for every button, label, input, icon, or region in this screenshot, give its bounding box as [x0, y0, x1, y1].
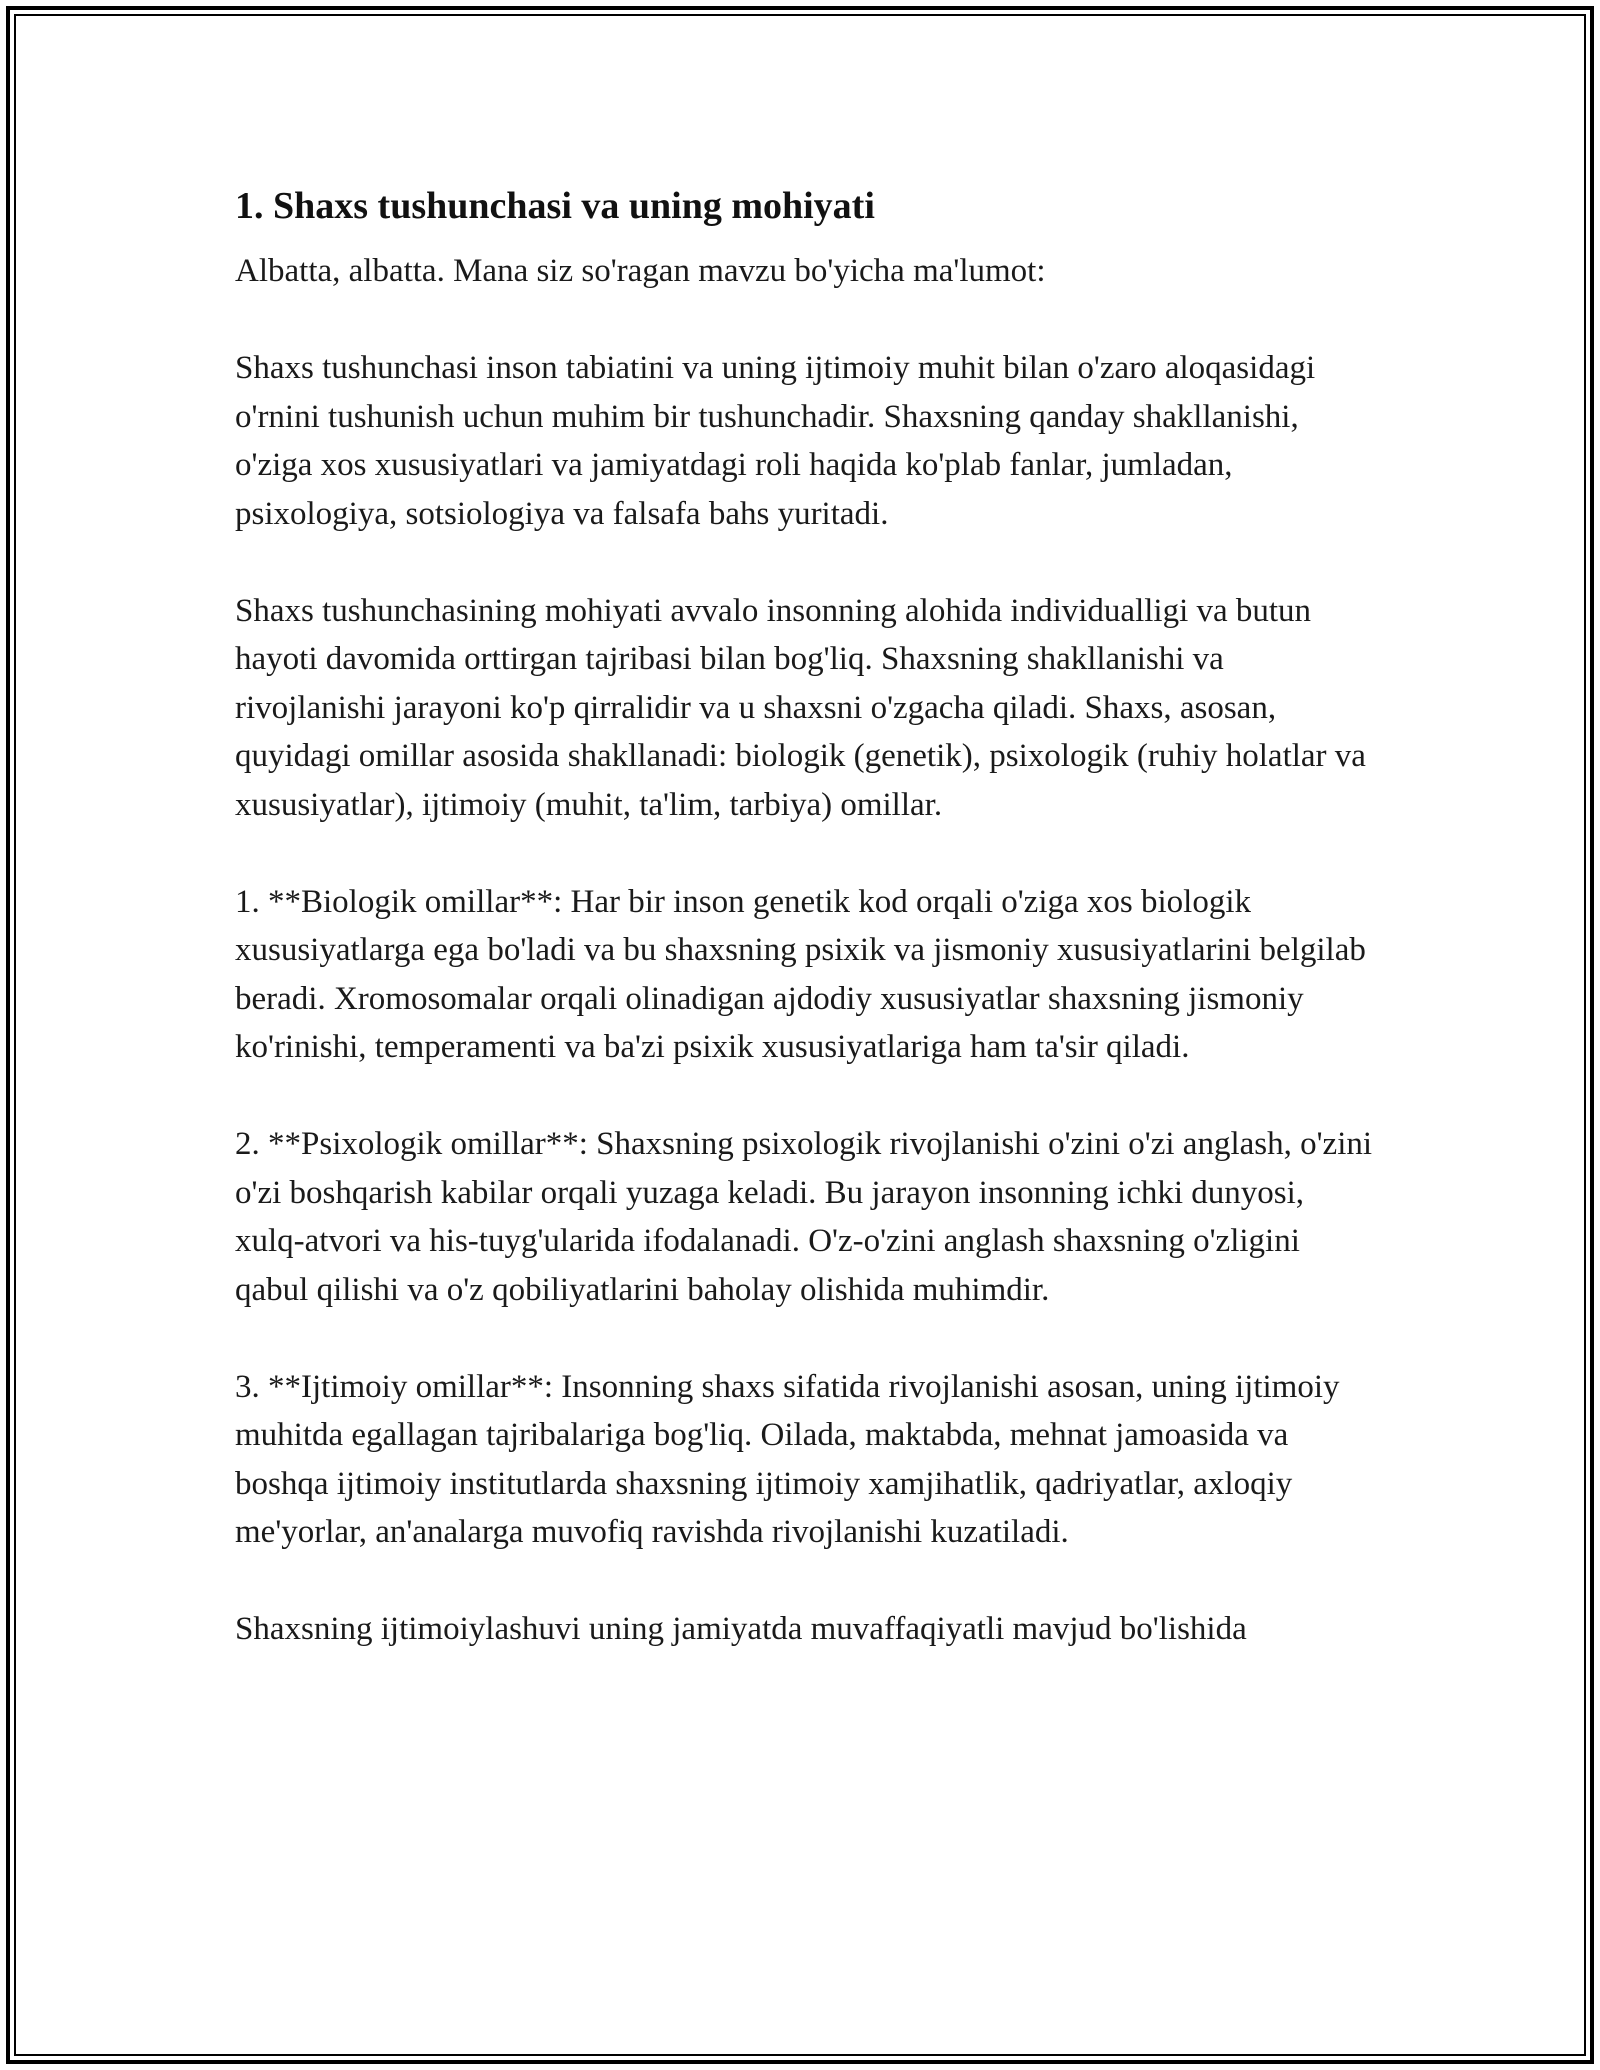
paragraph-intro: Albatta, albatta. Mana siz so'ragan mavzu bo'yicha ma'lumot: — [235, 253, 1046, 289]
document-body — [235, 183, 1375, 1702]
paragraph-psychological-factors: 2. **Psixologik omillar**: Shaxsning psixologik rivojlanishi o'zini o'zi anglash, o'zini o'zi boshqarish kabilar orqali yuzaga keladi. Bu jarayon insonning ichki dunyosi, xulq-atvori va his-tuyg'ularida ifodalanadi. O'z-o'zini anglash shaxsning o'zligini qabul qilishi va o'z qobiliyatlarini baholay olishida muhimdir. — [235, 1126, 1373, 1308]
paragraph-social-factors: 3. **Ijtimoiy omillar**: Insonning shaxs sifatida rivojlanishi asosan, uning ijtimoiy muhitda egallagan tajribalariga bog'liq. Oilada, maktabda, mehnat jamoasida va boshqa ijtimoiy institutlarda shaxsning ijtimoiy xamjihatlik, qadriyatlar, axloqiy me'yorlar, an'analarga muvofiq ravishda rivojlanishi kuzatiladi. — [235, 1368, 1340, 1550]
document-title: 1. Shaxs tushunchasi va uning mohiyati — [235, 185, 875, 227]
paragraph-biological-factors: 1. **Biologik omillar**: Har bir inson genetik kod orqali o'ziga xos biologik xususiyatlarga ega bo'ladi va bu shaxsning psixik va jismoniy xususiyatlarini belgilab beradi. Xromosomalar orqali olinadigan ajdodiy xususiyatlar shaxsning jismoniy ko'rinishi, temperamenti va ba'zi psixik xususiyatlariga ham ta'sir qiladi. — [235, 883, 1366, 1065]
paragraph-essence: Shaxs tushunchasining mohiyati avvalo insonning alohida individualligi va butun hayoti davomida orttirgan tajribasi bilan bog'liq. Shaxsning shakllanishi va rivojlanishi jarayoni ko'p qirralidir va u shaxsni o'zgacha qiladi. Shaxs, asosan, quyidagi omillar asosida shakllanadi: biologik (genetik), psixologik (ruhiy holatlar va xususiyatlar), ijtimoiy (muhit, ta'lim, tarbiya) omillar. — [235, 592, 1366, 823]
paragraph-socialization: Shaxsning ijtimoiylashuvi uning jamiyatda muvaffaqiyatli mavjud bo'lishida — [235, 1611, 1247, 1647]
paragraph-definition: Shaxs tushunchasi inson tabiatini va uning ijtimoiy muhit bilan o'zaro aloqasidagi o'rnini tushunish uchun muhim bir tushunchadir. Shaxsning qanday shakllanishi, o'ziga xos xususiyatlari va jamiyatdagi roli haqida ko'plab fanlar, jumladan, psixologiya, sotsiologiya va falsafa bahs yuritadi. — [235, 350, 1316, 532]
